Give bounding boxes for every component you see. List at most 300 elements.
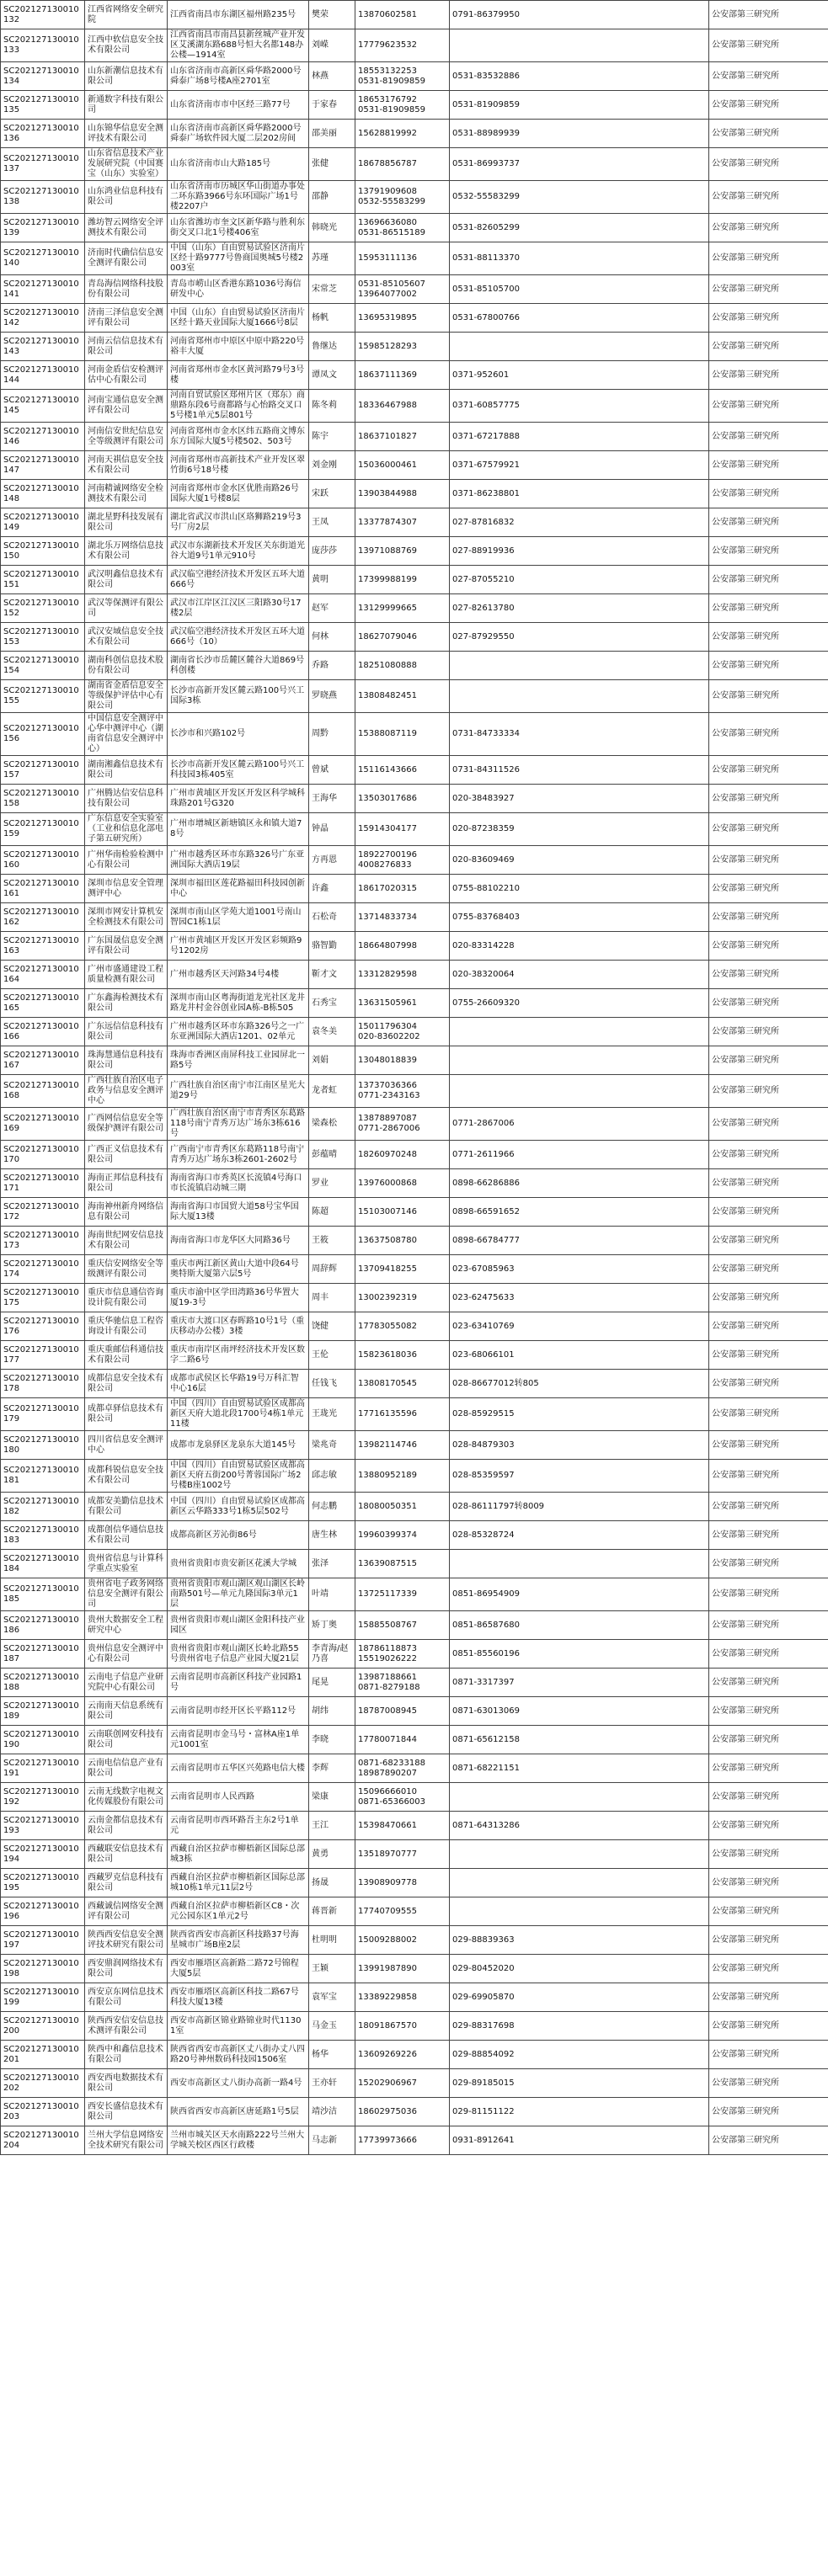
- phone-cell: [450, 29, 709, 62]
- address-cell: 云南省昆明市金马号・富林A座1单元1001室: [168, 1726, 309, 1754]
- mobile-cell: 13609269226: [355, 2041, 450, 2069]
- table-row: [1, 1550, 828, 1578]
- contact-person-cell: 陈冬莉: [309, 390, 355, 423]
- table-row: [1, 1, 828, 29]
- issuing-org-cell: 公安部第三研究所: [709, 1669, 828, 1697]
- issuing-org-cell: 公安部第三研究所: [709, 480, 828, 508]
- address-cell: 湖南省长沙市岳麓区麓谷大道869号科创楼: [168, 652, 309, 680]
- phone-cell: 023-68066101: [450, 1341, 709, 1370]
- issuing-org-cell: 公安部第三研究所: [709, 2069, 828, 2098]
- company-name-cell: 重庆重邮信科通信技术有限公司: [85, 1341, 168, 1370]
- mobile-cell: 13971088769: [355, 537, 450, 566]
- address-cell: 广西壮族自治区南宁市青秀区东葛路118号南宁青秀万达广场东3栋616号: [168, 1108, 309, 1141]
- contact-person-cell: 尾晃: [309, 1669, 355, 1697]
- table-row: [1, 989, 828, 1018]
- issuing-org-cell: 公安部第三研究所: [709, 1198, 828, 1227]
- issuing-org-cell: 公安部第三研究所: [709, 989, 828, 1018]
- table-row: [1, 1431, 828, 1460]
- phone-cell: 0898-66286886: [450, 1169, 709, 1198]
- table-row: [1, 181, 828, 214]
- company-name-cell: 珠海慧通信息科技有限公司: [85, 1046, 168, 1075]
- table-row: [1, 275, 828, 304]
- phone-cell: 0851-86587680: [450, 1611, 709, 1640]
- table-row: [1, 1726, 828, 1754]
- table-row: [1, 623, 828, 652]
- record-id-cell: SC202127130010134: [1, 62, 85, 91]
- phone-cell: 0871-68221151: [450, 1754, 709, 1783]
- issuing-org-cell: 公安部第三研究所: [709, 903, 828, 932]
- address-cell: 贵州省贵阳市观山湖区观山湖区长岭南路501号—单元九隆国际3单元1层: [168, 1578, 309, 1611]
- mobile-cell: 13002392319: [355, 1284, 450, 1312]
- record-id-cell: SC202127130010177: [1, 1341, 85, 1370]
- issuing-org-cell: 公安部第三研究所: [709, 1141, 828, 1169]
- table-row: [1, 1697, 828, 1726]
- company-name-cell: 武汉明鑫信息技术有限公司: [85, 566, 168, 594]
- phone-cell: 0531-85105700: [450, 275, 709, 304]
- phone-cell: 028-85359597: [450, 1460, 709, 1493]
- table-row: [1, 932, 828, 961]
- mobile-cell: 15953111136: [355, 242, 450, 275]
- mobile-cell: 13503017686: [355, 785, 450, 813]
- contact-person-cell: 李辉: [309, 1754, 355, 1783]
- mobile-cell: 17399988199: [355, 566, 450, 594]
- record-id-cell: SC202127130010178: [1, 1370, 85, 1398]
- contact-person-cell: 龙者虹: [309, 1075, 355, 1108]
- company-name-cell: 陕西西安信安信息技术测评有限公司: [85, 2012, 168, 2041]
- mobile-cell: 13312829598: [355, 961, 450, 989]
- record-id-cell: SC202127130010136: [1, 120, 85, 148]
- table-row: [1, 1521, 828, 1550]
- company-name-cell: 潍坊智云网络安全评测技术有限公司: [85, 214, 168, 242]
- table-row: [1, 1284, 828, 1312]
- table-row: [1, 451, 828, 480]
- address-cell: 重庆市大渡口区春晖路10号1号（重庆移动办公楼）3楼: [168, 1312, 309, 1341]
- record-id-cell: SC202127130010179: [1, 1398, 85, 1431]
- issuing-org-cell: 公安部第三研究所: [709, 62, 828, 91]
- record-id-cell: SC202127130010133: [1, 29, 85, 62]
- company-name-cell: 云南南天信息系统有限公司: [85, 1697, 168, 1726]
- company-name-cell: 济南时代确信信息安全测评有限公司: [85, 242, 168, 275]
- phone-cell: 020-38483927: [450, 785, 709, 813]
- phone-cell: [450, 1075, 709, 1108]
- address-cell: 江西省南昌市南昌县新丝城产业开发区艾溪湖东路688号恒大名都148办公楼—1914室: [168, 29, 309, 62]
- mobile-cell: 19960399374: [355, 1521, 450, 1550]
- record-id-cell: SC202127130010181: [1, 1460, 85, 1493]
- table-row: [1, 1075, 828, 1108]
- record-id-cell: SC202127130010188: [1, 1669, 85, 1697]
- address-cell: 重庆市渝中区学田湾路36号华置大厦19-3号: [168, 1284, 309, 1312]
- phone-cell: 028-86677012转805: [450, 1370, 709, 1398]
- record-id-cell: SC202127130010166: [1, 1018, 85, 1046]
- company-name-cell: 成都科锐信息安全技术有限公司: [85, 1460, 168, 1493]
- mobile-cell: 13377874307: [355, 508, 450, 537]
- mobile-cell: 13987188661 0871-8279188: [355, 1669, 450, 1697]
- table-row: [1, 148, 828, 181]
- mobile-cell: 13991987890: [355, 1955, 450, 1983]
- table-row: [1, 1227, 828, 1255]
- mobile-cell: 18637101827: [355, 423, 450, 451]
- table-row: [1, 214, 828, 242]
- mobile-cell: 13631505961: [355, 989, 450, 1018]
- contact-person-cell: 杨华: [309, 2041, 355, 2069]
- address-cell: 云南省昆明市五华区兴苑路电信大楼: [168, 1754, 309, 1783]
- contact-person-cell: 胡纬: [309, 1697, 355, 1726]
- company-name-cell: 河南天祺信息安全技术有限公司: [85, 451, 168, 480]
- record-id-cell: SC202127130010194: [1, 1840, 85, 1869]
- record-id-cell: SC202127130010173: [1, 1227, 85, 1255]
- address-cell: 陕西省西安市高新区丈八街办丈八四路20号神州数码科技园1506室: [168, 2041, 309, 2069]
- phone-cell: 020-83609469: [450, 846, 709, 875]
- mobile-cell: 15202906967: [355, 2069, 450, 2098]
- issuing-org-cell: 公安部第三研究所: [709, 623, 828, 652]
- mobile-cell: 18617020315: [355, 875, 450, 903]
- issuing-org-cell: 公安部第三研究所: [709, 1521, 828, 1550]
- phone-cell: 029-81151122: [450, 2098, 709, 2126]
- company-name-cell: 西安鼎润网络技术有限公司: [85, 1955, 168, 1983]
- contact-person-cell: 靳才文: [309, 961, 355, 989]
- table-row: [1, 91, 828, 120]
- record-id-cell: SC202127130010155: [1, 680, 85, 713]
- mobile-cell: 15036000461: [355, 451, 450, 480]
- address-cell: 河南自贸试验区郑州片区（郑东）商鼎路东段6号商都路与心怡路交叉口5号楼1单元5层801号: [168, 390, 309, 423]
- record-id-cell: SC202127130010171: [1, 1169, 85, 1198]
- issuing-org-cell: 公安部第三研究所: [709, 1075, 828, 1108]
- phone-cell: 0898-66784777: [450, 1227, 709, 1255]
- address-cell: 中国（四川）自由贸易试验区成都高新区云华路333号1栋5层502号: [168, 1493, 309, 1521]
- mobile-cell: 13048018839: [355, 1046, 450, 1075]
- contact-person-cell: 杨帆: [309, 304, 355, 333]
- contact-person-cell: 邵静: [309, 181, 355, 214]
- company-name-cell: 成都创信华通信息技术有限公司: [85, 1521, 168, 1550]
- company-name-cell: 广州腾达信安信息科技有限公司: [85, 785, 168, 813]
- issuing-org-cell: 公安部第三研究所: [709, 1255, 828, 1284]
- issuing-org-cell: 公安部第三研究所: [709, 333, 828, 361]
- issuing-org-cell: 公安部第三研究所: [709, 91, 828, 120]
- company-name-cell: 海南世纪网安信息技术有限公司: [85, 1227, 168, 1255]
- issuing-org-cell: 公安部第三研究所: [709, 1431, 828, 1460]
- table-row: [1, 1169, 828, 1198]
- company-name-cell: 西藏联安信息技术有限公司: [85, 1840, 168, 1869]
- contact-person-cell: 梁康: [309, 1783, 355, 1812]
- phone-cell: 0371-952601: [450, 361, 709, 390]
- issuing-org-cell: 公安部第三研究所: [709, 1227, 828, 1255]
- table-row: [1, 1754, 828, 1783]
- contact-person-cell: 乔路: [309, 652, 355, 680]
- mobile-cell: 15628819992: [355, 120, 450, 148]
- contact-person-cell: 周丰: [309, 1284, 355, 1312]
- address-cell: 广州市越秀区天河路34号4楼: [168, 961, 309, 989]
- contact-person-cell: 蒋晋新: [309, 1897, 355, 1926]
- record-id-cell: SC202127130010142: [1, 304, 85, 333]
- record-id-cell: SC202127130010202: [1, 2069, 85, 2098]
- record-id-cell: SC202127130010154: [1, 652, 85, 680]
- address-cell: 西安市高新区丈八街办高新一路4号: [168, 2069, 309, 2098]
- table-row: [1, 1840, 828, 1869]
- table-row: [1, 1578, 828, 1611]
- contact-person-cell: 袁冬美: [309, 1018, 355, 1046]
- record-id-cell: SC202127130010150: [1, 537, 85, 566]
- issuing-org-cell: 公安部第三研究所: [709, 181, 828, 214]
- contact-person-cell: 王筱: [309, 1227, 355, 1255]
- mobile-cell: 15398470661: [355, 1812, 450, 1840]
- company-name-cell: 西安京东网信息技术有限公司: [85, 1983, 168, 2012]
- record-id-cell: SC202127130010168: [1, 1075, 85, 1108]
- table-row: [1, 1460, 828, 1493]
- issuing-org-cell: 公安部第三研究所: [709, 242, 828, 275]
- phone-cell: 0871-63013069: [450, 1697, 709, 1726]
- mobile-cell: 18637111369: [355, 361, 450, 390]
- address-cell: 西安市高新区锦业路锦业时代11301室: [168, 2012, 309, 2041]
- company-name-cell: 云南无线数字电视文化传媒股份有限公司: [85, 1783, 168, 1812]
- phone-cell: 0531-88113370: [450, 242, 709, 275]
- phone-cell: [450, 652, 709, 680]
- table-row: [1, 1869, 828, 1897]
- record-id-cell: SC202127130010148: [1, 480, 85, 508]
- company-name-cell: 武汉安域信息安全技术有限公司: [85, 623, 168, 652]
- phone-cell: 0755-88102210: [450, 875, 709, 903]
- table-row: [1, 846, 828, 875]
- contact-person-cell: 王亦轩: [309, 2069, 355, 2098]
- address-cell: 海南省海口市龙华区大同路36号: [168, 1227, 309, 1255]
- company-name-cell: 西藏诚信网络安全测评有限公司: [85, 1897, 168, 1926]
- company-name-cell: 贵州省电子政务网络信息安全测评有限公司: [85, 1578, 168, 1611]
- contact-person-cell: 谭凤文: [309, 361, 355, 390]
- issuing-org-cell: 公安部第三研究所: [709, 756, 828, 785]
- issuing-org-cell: 公安部第三研究所: [709, 1370, 828, 1398]
- table-row: [1, 903, 828, 932]
- issuing-org-cell: 公安部第三研究所: [709, 1550, 828, 1578]
- phone-cell: [450, 1869, 709, 1897]
- company-name-cell: 湖北乐万网络信息技术有限公司: [85, 537, 168, 566]
- contact-person-cell: 张健: [309, 148, 355, 181]
- address-cell: 西安市雁塔区高新路二路72号锦程大厦5层: [168, 1955, 309, 1983]
- company-name-cell: 海南正邦信息科技有限公司: [85, 1169, 168, 1198]
- company-name-cell: 武汉等保测评有限公司: [85, 594, 168, 623]
- issuing-org-cell: 公安部第三研究所: [709, 275, 828, 304]
- mobile-cell: 15823618036: [355, 1341, 450, 1370]
- issuing-org-cell: 公安部第三研究所: [709, 961, 828, 989]
- mobile-cell: 15885508767: [355, 1611, 450, 1640]
- phone-cell: 020-38320064: [450, 961, 709, 989]
- contact-person-cell: 王凤: [309, 508, 355, 537]
- address-cell: 珠海市香洲区南屏科技工业园屏北一路5号: [168, 1046, 309, 1075]
- issuing-org-cell: 公安部第三研究所: [709, 1046, 828, 1075]
- address-cell: 陕西省西安市高新区唐延路1号5层: [168, 2098, 309, 2126]
- issuing-org-cell: 公安部第三研究所: [709, 1341, 828, 1370]
- table-row: [1, 1198, 828, 1227]
- issuing-org-cell: 公安部第三研究所: [709, 875, 828, 903]
- mobile-cell: 13908909778: [355, 1869, 450, 1897]
- company-name-cell: 湖南湘鑫信息技术有限公司: [85, 756, 168, 785]
- contact-person-cell: 陈宇: [309, 423, 355, 451]
- address-cell: 武汉市江岸区江汉区三阳路30号17楼2层: [168, 594, 309, 623]
- company-name-cell: 湖南科创信息技术股份有限公司: [85, 652, 168, 680]
- issuing-org-cell: 公安部第三研究所: [709, 1460, 828, 1493]
- contact-person-cell: 王江: [309, 1812, 355, 1840]
- table-row: [1, 62, 828, 91]
- contact-person-cell: 许鑫: [309, 875, 355, 903]
- record-id-cell: SC202127130010158: [1, 785, 85, 813]
- mobile-cell: 18786118873 15519026222: [355, 1640, 450, 1669]
- phone-cell: [450, 1897, 709, 1926]
- issuing-org-cell: 公安部第三研究所: [709, 932, 828, 961]
- table-row: [1, 361, 828, 390]
- table-row: [1, 2041, 828, 2069]
- table-row: [1, 1897, 828, 1926]
- company-name-cell: 深圳市信息安全管理测评中心: [85, 875, 168, 903]
- issuing-org-cell: 公安部第三研究所: [709, 508, 828, 537]
- record-id-cell: SC202127130010157: [1, 756, 85, 785]
- record-id-cell: SC202127130010198: [1, 1955, 85, 1983]
- address-cell: 深圳市福田区莲花路福田科技园创新中心: [168, 875, 309, 903]
- issuing-org-cell: 公安部第三研究所: [709, 1926, 828, 1955]
- issuing-org-cell: 公安部第三研究所: [709, 594, 828, 623]
- issuing-org-cell: 公安部第三研究所: [709, 537, 828, 566]
- mobile-cell: 13808170545: [355, 1370, 450, 1398]
- record-id-cell: SC202127130010199: [1, 1983, 85, 2012]
- company-name-cell: 济南三泽信息安全测评有限公司: [85, 304, 168, 333]
- contact-person-cell: 唐生林: [309, 1521, 355, 1550]
- mobile-cell: 13639087515: [355, 1550, 450, 1578]
- company-name-cell: 江西中软信息安全技术有限公司: [85, 29, 168, 62]
- mobile-cell: 18627079046: [355, 623, 450, 652]
- issuing-org-cell: 公安部第三研究所: [709, 1493, 828, 1521]
- table-row: [1, 1398, 828, 1431]
- company-name-cell: 广西正义信息技术有限公司: [85, 1141, 168, 1169]
- mobile-cell: 17780071844: [355, 1726, 450, 1754]
- issuing-org-cell: 公安部第三研究所: [709, 1840, 828, 1869]
- phone-cell: 027-88919936: [450, 537, 709, 566]
- company-name-cell: 四川省信息安全测评中心: [85, 1431, 168, 1460]
- mobile-cell: 13808482451: [355, 680, 450, 713]
- phone-cell: [450, 680, 709, 713]
- issuing-org-cell: 公安部第三研究所: [709, 1169, 828, 1198]
- company-name-cell: 江西省网络安全研究院: [85, 1, 168, 29]
- address-cell: 长沙市高新开发区麓云路100号兴工科技园3栋405室: [168, 756, 309, 785]
- mobile-cell: 13982114746: [355, 1431, 450, 1460]
- record-id-cell: SC202127130010135: [1, 91, 85, 120]
- issuing-org-cell: 公安部第三研究所: [709, 148, 828, 181]
- contact-person-cell: 梁森松: [309, 1108, 355, 1141]
- address-cell: 湖北省武汉市洪山区珞狮路219号3号厂房2层: [168, 508, 309, 537]
- phone-cell: 0851-85560196: [450, 1640, 709, 1669]
- mobile-cell: 17739973666: [355, 2126, 450, 2155]
- address-cell: 广州市黄埔区开发区开发区科学城科珠路201号G320: [168, 785, 309, 813]
- phone-cell: 0871-64313286: [450, 1812, 709, 1840]
- address-cell: 河南省郑州市金水区纬五路商文博东东方国际大厦5号楼502、503号: [168, 423, 309, 451]
- mobile-cell: 18091867570: [355, 2012, 450, 2041]
- table-row: [1, 1341, 828, 1370]
- mobile-cell: 13870602581: [355, 1, 450, 29]
- table-row: [1, 423, 828, 451]
- mobile-cell: 13725117339: [355, 1578, 450, 1611]
- address-cell: 成都高新区芳沁街86号: [168, 1521, 309, 1550]
- contact-person-cell: 周黔: [309, 713, 355, 756]
- record-id-cell: SC202127130010197: [1, 1926, 85, 1955]
- address-cell: 广州市增城区新塘镇区永和镇大道78号: [168, 813, 309, 846]
- phone-cell: 0871-65612158: [450, 1726, 709, 1754]
- mobile-cell: 17716135596: [355, 1398, 450, 1431]
- record-id-cell: SC202127130010176: [1, 1312, 85, 1341]
- mobile-cell: 17740709555: [355, 1897, 450, 1926]
- record-id-cell: SC202127130010163: [1, 932, 85, 961]
- address-cell: 山东省济南市高新区舜华路2000号舜泰广场8号楼A座2701室: [168, 62, 309, 91]
- mobile-cell: 15096666010 0871-65366003: [355, 1783, 450, 1812]
- record-id-cell: SC202127130010164: [1, 961, 85, 989]
- phone-cell: 027-87816832: [450, 508, 709, 537]
- contact-person-cell: 钟晶: [309, 813, 355, 846]
- address-cell: 重庆市两江新区黄山大道中段64号奥特斯大厦第六层5号: [168, 1255, 309, 1284]
- company-name-cell: 河南精诚网络安全检测技术有限公司: [85, 480, 168, 508]
- mobile-cell: 18251080888: [355, 652, 450, 680]
- issuing-org-cell: 公安部第三研究所: [709, 713, 828, 756]
- record-id-cell: SC202127130010172: [1, 1198, 85, 1227]
- address-cell: 河南省郑州市中原区中原中路220号裕丰大厦: [168, 333, 309, 361]
- issuing-org-cell: 公安部第三研究所: [709, 1611, 828, 1640]
- issuing-org-cell: 公安部第三研究所: [709, 390, 828, 423]
- phone-cell: 0755-26609320: [450, 989, 709, 1018]
- phone-cell: 029-88854092: [450, 2041, 709, 2069]
- company-name-cell: 西安长盛信息技术有限公司: [85, 2098, 168, 2126]
- record-id-cell: SC202127130010183: [1, 1521, 85, 1550]
- address-cell: 广州市越秀区环市东路326号广东亚洲国际大酒店19层: [168, 846, 309, 875]
- contact-person-cell: 邵美丽: [309, 120, 355, 148]
- issuing-org-cell: 公安部第三研究所: [709, 1754, 828, 1783]
- company-name-cell: 河南信安世纪信息安全等级测评有限公司: [85, 423, 168, 451]
- table-row: [1, 756, 828, 785]
- contact-person-cell: 何志鹏: [309, 1493, 355, 1521]
- contact-person-cell: 鲁继达: [309, 333, 355, 361]
- mobile-cell: 17783055082: [355, 1312, 450, 1341]
- record-id-cell: SC202127130010165: [1, 989, 85, 1018]
- phone-cell: 0931-8912641: [450, 2126, 709, 2155]
- record-id-cell: SC202127130010139: [1, 214, 85, 242]
- address-cell: 广州市黄埔区开发区开发区彩频路9号1202房: [168, 932, 309, 961]
- table-row: [1, 333, 828, 361]
- contact-person-cell: 刘嵘: [309, 29, 355, 62]
- table-body: [1, 1, 828, 2155]
- contact-person-cell: 林燕: [309, 62, 355, 91]
- phone-cell: 029-69905870: [450, 1983, 709, 2012]
- table-row: [1, 1783, 828, 1812]
- address-cell: 河南省郑州市金水区黄河路79号3号楼: [168, 361, 309, 390]
- mobile-cell: 15914304177: [355, 813, 450, 846]
- contact-person-cell: 石松奇: [309, 903, 355, 932]
- address-cell: 深圳市南山区粤海街道龙光社区龙井路龙井村金谷创业园A栋-B栋505: [168, 989, 309, 1018]
- contact-person-cell: 罗业: [309, 1169, 355, 1198]
- record-id-cell: SC202127130010151: [1, 566, 85, 594]
- issuing-org-cell: 公安部第三研究所: [709, 1869, 828, 1897]
- record-id-cell: SC202127130010140: [1, 242, 85, 275]
- table-row: [1, 1255, 828, 1284]
- company-name-cell: 海南神州新舟网络信息有限公司: [85, 1198, 168, 1227]
- record-id-cell: SC202127130010203: [1, 2098, 85, 2126]
- address-cell: 河南省郑州市金水区优胜南路26号国际大厦1号楼8层: [168, 480, 309, 508]
- phone-cell: 023-67085963: [450, 1255, 709, 1284]
- record-id-cell: SC202127130010169: [1, 1108, 85, 1141]
- contact-person-cell: 何林: [309, 623, 355, 652]
- company-name-cell: 西安西电数据技术有限公司: [85, 2069, 168, 2098]
- mobile-cell: 13791909608 0532-55583299: [355, 181, 450, 214]
- contact-person-cell: 韩晓光: [309, 214, 355, 242]
- company-name-cell: 重庆华驰信息工程咨询设计有限公司: [85, 1312, 168, 1341]
- table-row: [1, 508, 828, 537]
- address-cell: 山东省济南市历城区华山街道办事处二环东路3966号东环国际广场1号楼2207户: [168, 181, 309, 214]
- address-cell: 海南省海口市国贸大道58号宝华国际大厦13楼: [168, 1198, 309, 1227]
- record-id-cell: SC202127130010187: [1, 1640, 85, 1669]
- record-id-cell: SC202127130010160: [1, 846, 85, 875]
- contact-person-cell: 靖沙洁: [309, 2098, 355, 2126]
